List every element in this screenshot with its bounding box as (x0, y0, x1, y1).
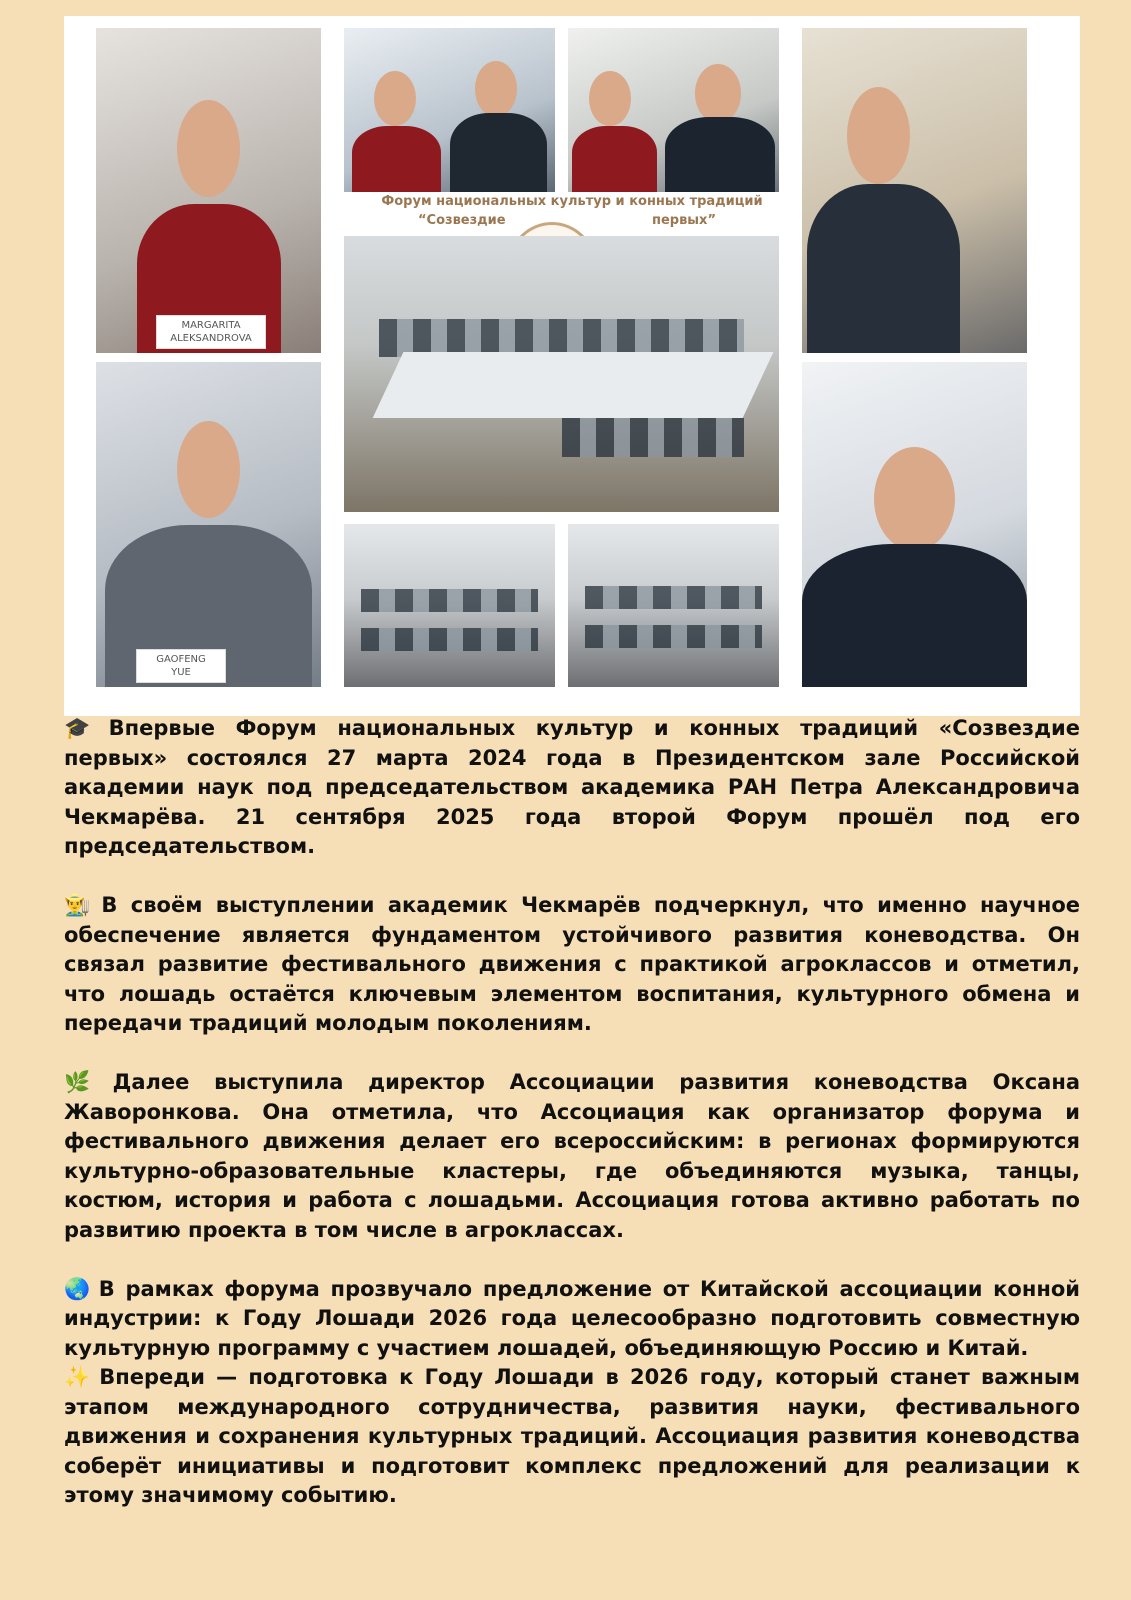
photo-hall-wide-1 (344, 524, 555, 687)
forum-caption (344, 192, 800, 230)
paragraph-china-proposal: 🌏 В рамках форума прозвучало предложение от Китайской ассоциации конной индустрии: к Году Лошади 2026 года целесообразно подготовить совместную культурную программу с участием лошадей, объединяющую Россию и Китай. (64, 1276, 1081, 1360)
name-plate: GAOFENG YUE (136, 649, 226, 683)
paragraph-year-of-horse: ✨ Впереди — подготовка к Году Лошади в 2026 году, который станет важным этапом международного сотрудничества, развития науки, фестивального движения и сохранения культурных традиций. Ассоциация развития коневодства соберёт инициативы и подготовит комплекс предложений для реализации к этому значимому событию. (64, 1365, 1080, 1507)
photo-two-speakers-1 (344, 28, 555, 192)
photo-two-speakers-2 (568, 28, 779, 192)
photo-speaker-man-1 (802, 28, 1027, 353)
caption-line-2b: первых” (651, 213, 716, 228)
paragraph-chekmarev-speech: 👨‍🌾 В своём выступлении академик Чекмарёв подчеркнул, что именно научное обеспечение является фундаментом устойчивого развития коневодства. Он связал развитие фестивального движения с практикой агроклассов и отметил, что лошадь остаётся ключевым элементом воспитания, культурного обмена и передачи традиций молодым поколениям. (64, 893, 1081, 1035)
photo-speaker-woman (96, 28, 321, 353)
paragraph-zhavoronkova-speech: 🌿 Далее выступила директор Ассоциации развития коневодства Оксана Жаворонкова. Она отметила, что Ассоциация как организатор форума и фестивального движения делает его всероссийским: в регионах формируются культурно-образовательные кластеры, где объединяются музыка, танцы, костюм, история и работа с лошадьми. Ассоциация готова активно работать по развитию проекта в том числе в агроклассах. (64, 1070, 1080, 1242)
globe-icon: 🌏 (64, 1276, 91, 1301)
caption-line-2a: “Созвездие (418, 213, 506, 228)
name-plate: MARGARITA ALEKSANDROVA (156, 315, 266, 349)
photo-speaker-man-3 (802, 362, 1027, 687)
caption-line-1: Форум национальных культур и конных традиций (381, 194, 763, 209)
herb-icon: 🌿 (64, 1070, 91, 1094)
farmer-icon: 👨‍🌾 (64, 893, 91, 917)
photo-conference-hall (344, 236, 779, 512)
article-text (64, 714, 1080, 1511)
photo-speaker-man-2 (96, 362, 321, 687)
sparkles-icon: ✨ (64, 1365, 91, 1389)
paragraph-forum-history: 🎓 Впервые Форум национальных культур и конных традиций «Созвездие первых» состоялся 27 марта 2024 года в Президентском зале Российской академии наук под председательством академика РАН Петра Александровича Чекмарёва. 21 сентября 2025 года второй Форум прошёл под его председательством. (64, 716, 1080, 858)
photo-collage (64, 16, 1080, 716)
photo-hall-wide-2 (568, 524, 779, 687)
graduation-cap-icon: 🎓 (64, 716, 91, 740)
